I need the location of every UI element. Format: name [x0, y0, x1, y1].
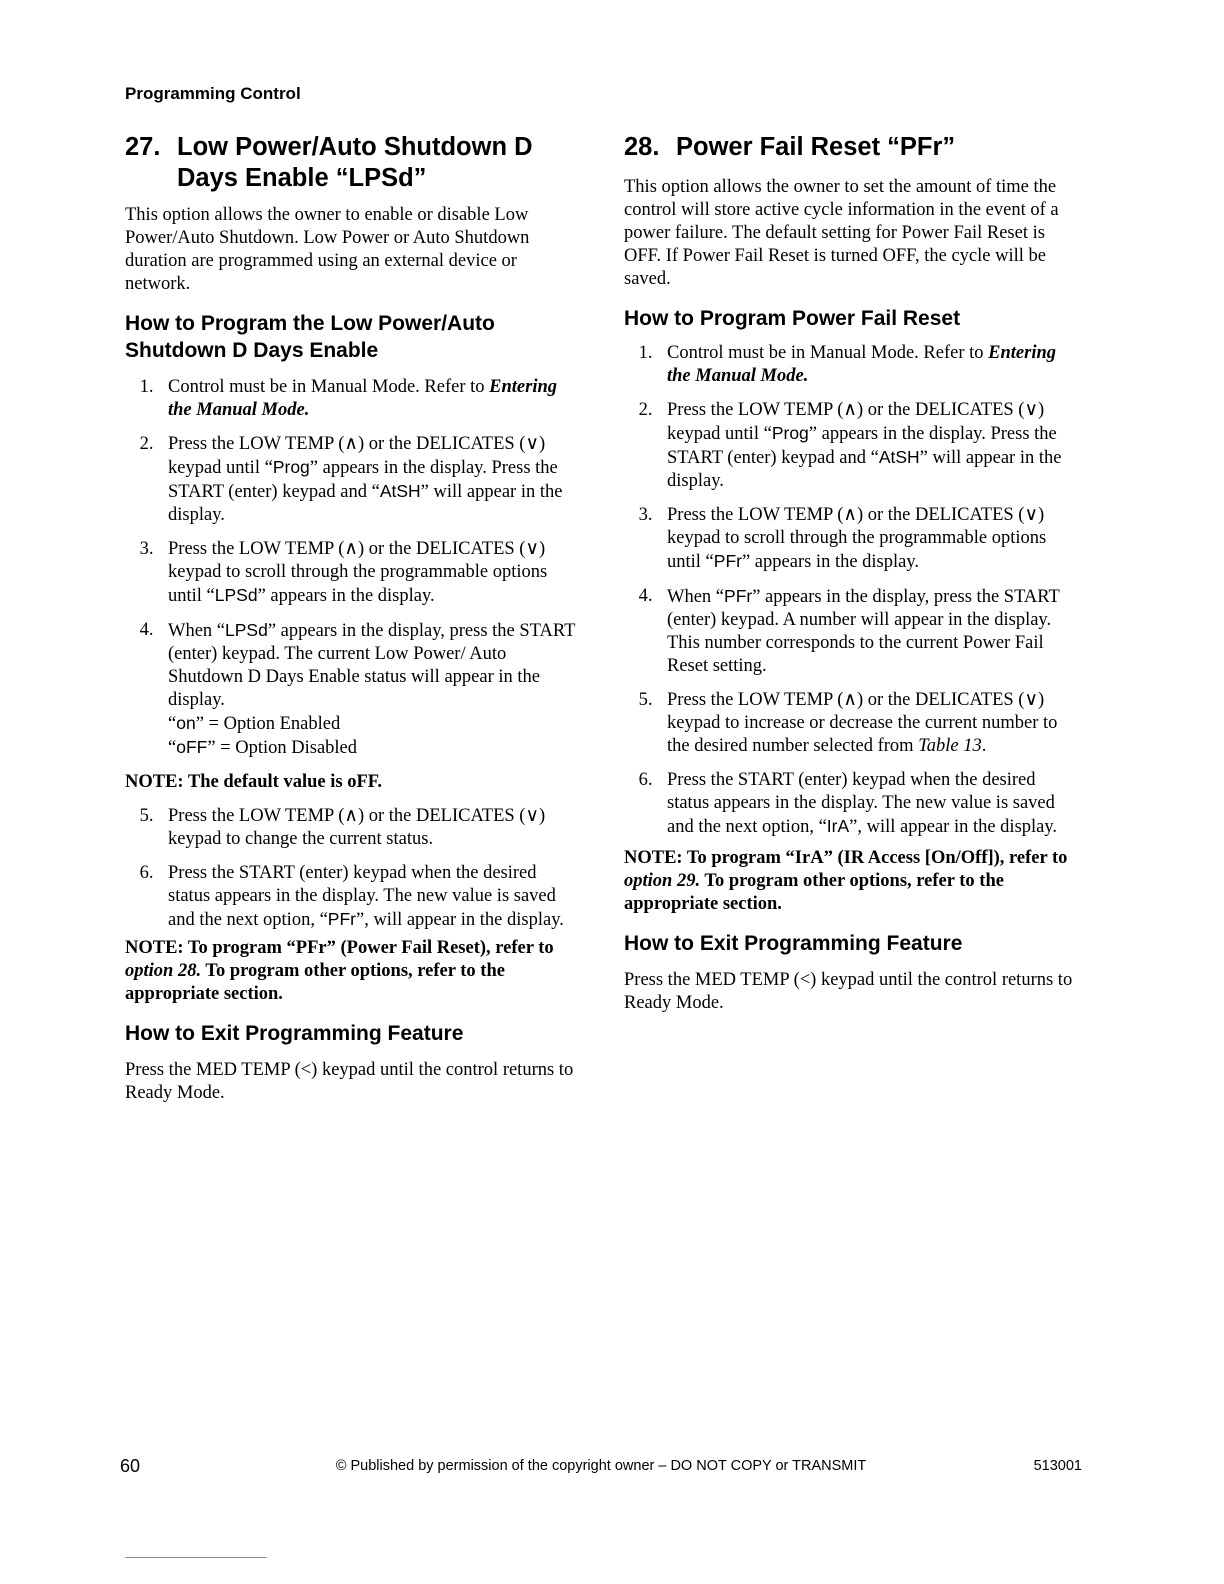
copyright-notice: © Published by permission of the copyright owner – DO NOT COPY or TRANSMIT	[335, 1458, 867, 1474]
intro-paragraph: This option allows the owner to enable or disable Low Power/Auto Shutdown. Low Power or Auto Shutdown duration are programmed using an external device or network.	[125, 205, 530, 294]
cross-reference: Table 13	[918, 736, 982, 756]
cross-reference: option 28.	[125, 961, 202, 981]
value-off: “oFF” = Option Disabled	[168, 737, 358, 758]
display-code: PFr	[327, 909, 356, 929]
cross-reference: Entering the Manual Mode.	[667, 343, 1056, 386]
display-code: LPSd	[225, 620, 268, 640]
step-item: 1. Control must be in Manual Mode. Refer to Entering the Manual Mode.	[638, 343, 1056, 386]
exit-heading: How to Exit Programming Feature	[125, 1022, 464, 1045]
footnote-rule	[125, 1557, 267, 1558]
intro-paragraph: This option allows the owner to set the amount of time the control will store active cycle information in the event of a power failure. The default setting for Power Fail Reset is OFF. If Power Fail Reset is turned OFF, the cycle will be saved.	[624, 177, 1059, 289]
page-number: 60	[120, 1456, 141, 1476]
display-code: Prog	[272, 457, 310, 477]
display-code: LPSd	[214, 585, 258, 605]
step-item: 1. Control must be in Manual Mode. Refer to Entering the Manual Mode.	[139, 377, 557, 420]
exit-paragraph: Press the MED TEMP (<) keypad until the control returns to Ready Mode.	[624, 970, 1073, 1013]
step-item: 4. When “PFr” appears in the display, press the START (enter) keypad. A number will appear in the display. This number corresponds to the current Power Fail Reset setting.	[638, 586, 1060, 676]
cross-reference: Entering the Manual Mode.	[168, 377, 557, 420]
display-code: PFr	[713, 551, 742, 571]
page-footer	[120, 1456, 1082, 1478]
program-heading: How to Program Power Fail Reset	[624, 307, 961, 330]
step-item: 5. Press the LOW TEMP (∧) or the DELICATES (∨) keypad to increase or decrease the current number to the desired number selected from Table 13.	[638, 690, 1058, 756]
step-item: 2. Press the LOW TEMP (∧) or the DELICATES (∨) keypad until “Prog” appears in the display. Press the START (enter) keypad and “AtSH” will appear in the display.	[638, 400, 1062, 491]
step-item: 3. Press the LOW TEMP (∧) or the DELICATES (∨) keypad to scroll through the programmable options until “PFr” appears in the display.	[638, 505, 1047, 572]
step-item: 6. Press the START (enter) keypad when the desired status appears in the display. The new value is saved and the next option, “PFr”, will appear in the display.	[139, 863, 564, 930]
cross-reference: option 29.	[624, 871, 701, 891]
steps-list	[125, 376, 580, 760]
step-item: 4. When “LPSd” appears in the display, press the START (enter) keypad. The current Low Power/ Auto Shutdown D Days Enable status will appear in the display. “on” = Option Enabled “oFF” = Option Disabled	[125, 619, 580, 760]
note-next-option: NOTE: To program “PFr” (Power Fail Reset), refer to option 28. To program other options, refer to the appropriate section.	[125, 938, 554, 1004]
steps-list	[624, 342, 1076, 839]
section-heading-28: 28. Power Fail Reset “PFr”	[624, 133, 956, 161]
note-default: NOTE: The default value is oFF.	[125, 772, 382, 792]
steps-list-continued	[125, 805, 580, 932]
program-heading: How to Program the Low Power/Auto Shutdown D Days Enable	[125, 312, 495, 362]
note-next-option: NOTE: To program “IrA” (IR Access [On/Off]), refer to option 29. To program other options, refer to the appropriate section.	[624, 848, 1068, 914]
document-number: 513001	[1033, 1458, 1082, 1474]
section-heading-27: 27. Low Power/Auto Shutdown D Days Enable “LPSd”	[125, 133, 533, 192]
exit-heading: How to Exit Programming Feature	[624, 932, 963, 955]
value-on: “on” = Option Enabled	[168, 713, 341, 734]
display-code: AtSH	[878, 447, 920, 467]
running-head: Programming Control	[125, 84, 301, 103]
step-item: 2. Press the LOW TEMP (∧) or the DELICATES (∨) keypad until “Prog” appears in the display. Press the START (enter) keypad and “AtSH” will appear in the display.	[139, 434, 563, 525]
left-column	[125, 132, 580, 1105]
display-code: IrA	[826, 816, 850, 836]
right-column	[624, 132, 1076, 1015]
step-item: 6. Press the START (enter) keypad when the desired status appears in the display. The new value is saved and the next option, “IrA”, will appear in the display.	[638, 770, 1058, 837]
display-code: PFr	[724, 586, 753, 606]
exit-paragraph: Press the MED TEMP (<) keypad until the control returns to Ready Mode.	[125, 1060, 574, 1103]
display-code: AtSH	[379, 481, 421, 501]
display-code: Prog	[771, 423, 809, 443]
step-item: 3. Press the LOW TEMP (∧) or the DELICATES (∨) keypad to scroll through the programmable options until “LPSd” appears in the display.	[139, 539, 548, 606]
step-item: 5. Press the LOW TEMP (∧) or the DELICATES (∨) keypad to change the current status.	[139, 806, 546, 849]
